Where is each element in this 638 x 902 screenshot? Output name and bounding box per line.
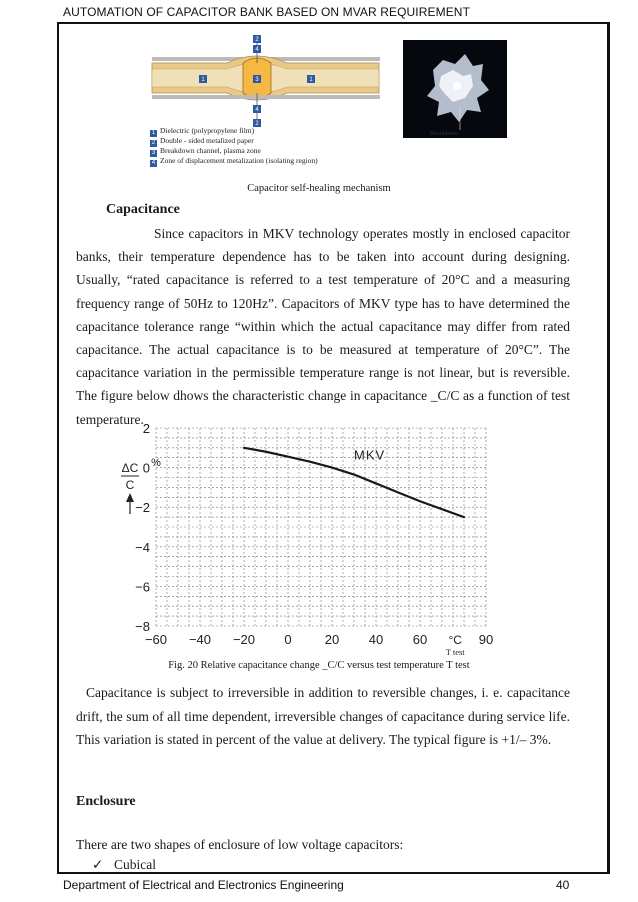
y-tick-label: 0	[142, 460, 150, 476]
x-axis-label: T test	[445, 647, 465, 656]
enclosure-intro: There are two shapes of enclosure of low voltage capacitors:	[76, 837, 404, 852]
page-header-title: AUTOMATION OF CAPACITOR BANK BASED ON MVAR REQUIREMENT	[63, 5, 471, 19]
fig1-label: 1	[309, 77, 313, 83]
breakdown-photo	[403, 40, 507, 138]
fig1-legend	[150, 127, 318, 167]
arrow-up-icon	[126, 493, 134, 502]
footer-department: Department of Electrical and Electronics Engineering	[63, 878, 344, 892]
x-tick-label: −20	[232, 632, 256, 647]
bullet-item: ✓ Cubical	[92, 857, 156, 872]
metal-layer-bottom	[152, 95, 380, 99]
fig1-label: 4	[255, 47, 259, 53]
legend-item: 1 Dielectric (polypropylene film)	[151, 126, 255, 136]
fig1-label: 1	[201, 77, 205, 83]
y-tick-label: −8	[135, 619, 150, 634]
y-axis-label: C	[125, 478, 135, 492]
page-number: 40	[556, 878, 570, 892]
y-tick-label: 2	[142, 421, 150, 436]
y-unit-label: %	[151, 457, 161, 469]
fig1-label: 3	[255, 77, 259, 83]
legend-item: 4 Zone of displacement metalization (isolating region)	[151, 156, 318, 166]
paragraph-drift	[76, 681, 570, 752]
figure1-caption: Capacitor self-healing mechanism	[247, 183, 391, 194]
heading-enclosure: Enclosure	[76, 794, 136, 809]
y-tick-label: −6	[135, 579, 150, 595]
legend-item: 3 Breakdown channel, plasma zone	[151, 146, 261, 156]
x-tick-label: −40	[188, 632, 212, 647]
y-tick-label: −4	[135, 539, 150, 555]
x-tick-label: 0	[284, 632, 292, 647]
x-tick-label: 40	[368, 632, 384, 647]
paragraph-capacitance-text: Since capacitors in MKV technology operates mostly in enclosed capacitor banks, their temperature dependence has to be taken into account during designing. Usually, “rated capacitance is referred to a test temperature of 20°C and a measuring frequency range of 50Hz to 120Hz”. Capacitors of MKV type has to have determined the capacitance tolerance range “within which the actual capacitance may differ from rated capacitance. The actual capacitance is to be measured at temperature of 20°C”. The capacitance variation in the permissible temperature range is not linear, but is reversible. The figure below dhows the characteristic change in capacitance _C/C as a function of test temperature.	[76, 226, 570, 427]
paragraph-capacitance	[76, 222, 570, 431]
checkmark-icon: ✓	[92, 857, 104, 872]
x-tick-label: 60	[412, 632, 428, 647]
x-tick-label: −60	[144, 632, 168, 647]
x-tick-label: 90	[478, 632, 494, 647]
y-tick-label: −2	[135, 500, 150, 516]
y-axis-label: ΔC	[121, 461, 139, 475]
capacitance-chart	[118, 420, 522, 656]
figure2-caption: Fig. 20 Relative capacitance change _C/C versus test temperature T test	[168, 660, 470, 671]
photo-label: Breakdown	[430, 131, 458, 137]
fig1-label: 2	[255, 37, 259, 43]
fig1-label: 4	[255, 107, 259, 113]
fig1-label: 2	[255, 121, 259, 127]
paragraph-drift-text: Capacitance is subject to irreversible in addition to reversible changes, i. e. capacitance drift, the sum of all time dependent, irreversible changes of capacitance during service life. This variation is stated in percent of the value at delivery. The typical figure is +1/– 3%.	[76, 685, 570, 747]
series-label: MKV	[354, 447, 386, 463]
heading-capacitance: Capacitance	[106, 202, 180, 217]
x-tick-label: 20	[324, 632, 340, 647]
legend-item: 2 Double - sided metalized paper	[151, 136, 254, 146]
x-unit-label: °C	[448, 633, 462, 647]
